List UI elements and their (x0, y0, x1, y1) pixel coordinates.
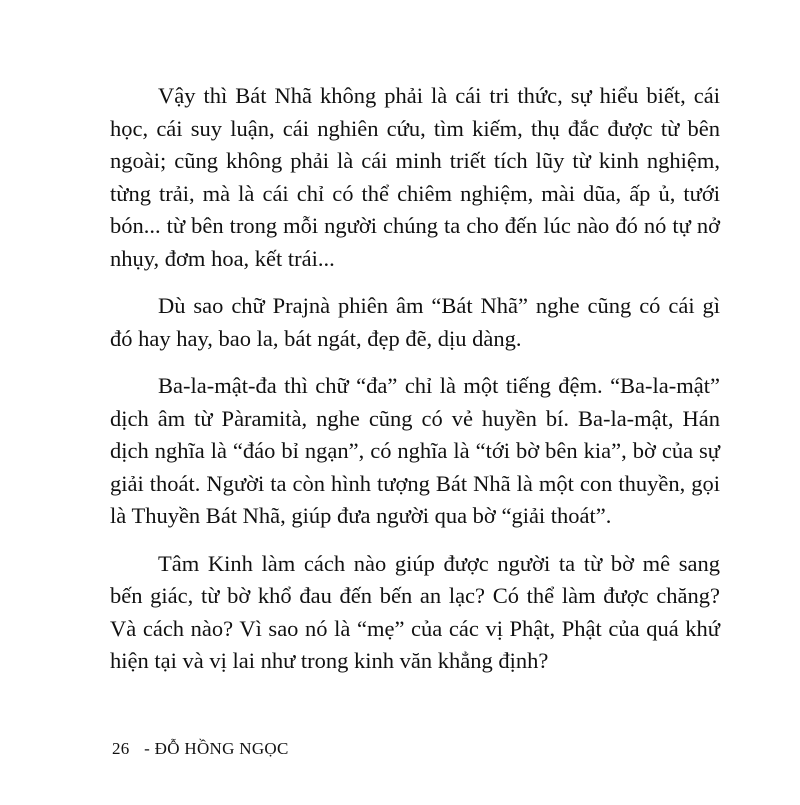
paragraph-4: Tâm Kinh làm cách nào giúp được người ta từ bờ mê sang bến giác, từ bờ khổ đau đến bến an lạc? Có thể làm được chăng? Và cách nào? Vì sao nó là “mẹ” của các vị Phật, Phật của quá khứ hiện tại và vị lai như trong kinh văn khẳng định? (110, 550, 720, 673)
page-number: 26 (112, 739, 130, 758)
page-footer (112, 739, 289, 759)
body-text (110, 80, 720, 693)
running-title: - ĐỖ HỒNG NGỌC (144, 739, 289, 758)
paragraph-3: Ba-la-mật-đa thì chữ “đa” chỉ là một tiếng đệm. “Ba-la-mật” dịch âm từ Pàramità, nghe cũng có vẻ huyền bí. Ba-la-mật, Hán dịch nghĩa là “đáo bỉ ngạn”, có nghĩa là “tới bờ bên kia”, bờ của sự giải thoát. Người ta còn hình tượng Bát Nhã là một con thuyền, gọi là Thuyền Bát Nhã, giúp đưa người qua bờ “giải thoát”. (110, 373, 720, 528)
paragraph-2: Dù sao chữ Prajnà phiên âm “Bát Nhã” nghe cũng có cái gì đó hay hay, bao la, bát ngát, đẹp đẽ, dịu dàng. (110, 293, 720, 351)
paragraph-1: Vậy thì Bát Nhã không phải là cái tri thức, sự hiểu biết, cái học, cái suy luận, cái nghiên cứu, tìm kiếm, thụ đắc được từ bên ngoài; cũng không phải là cái minh triết tích lũy từ kinh nghiệm, từng trải, mà là cái chỉ có thể chiêm nghiệm, mài dũa, ấp ủ, tưới bón... từ bên trong mỗi người chúng ta cho đến lúc nào đó nó tự nở nhụy, đơm hoa, kết trái... (110, 83, 720, 271)
